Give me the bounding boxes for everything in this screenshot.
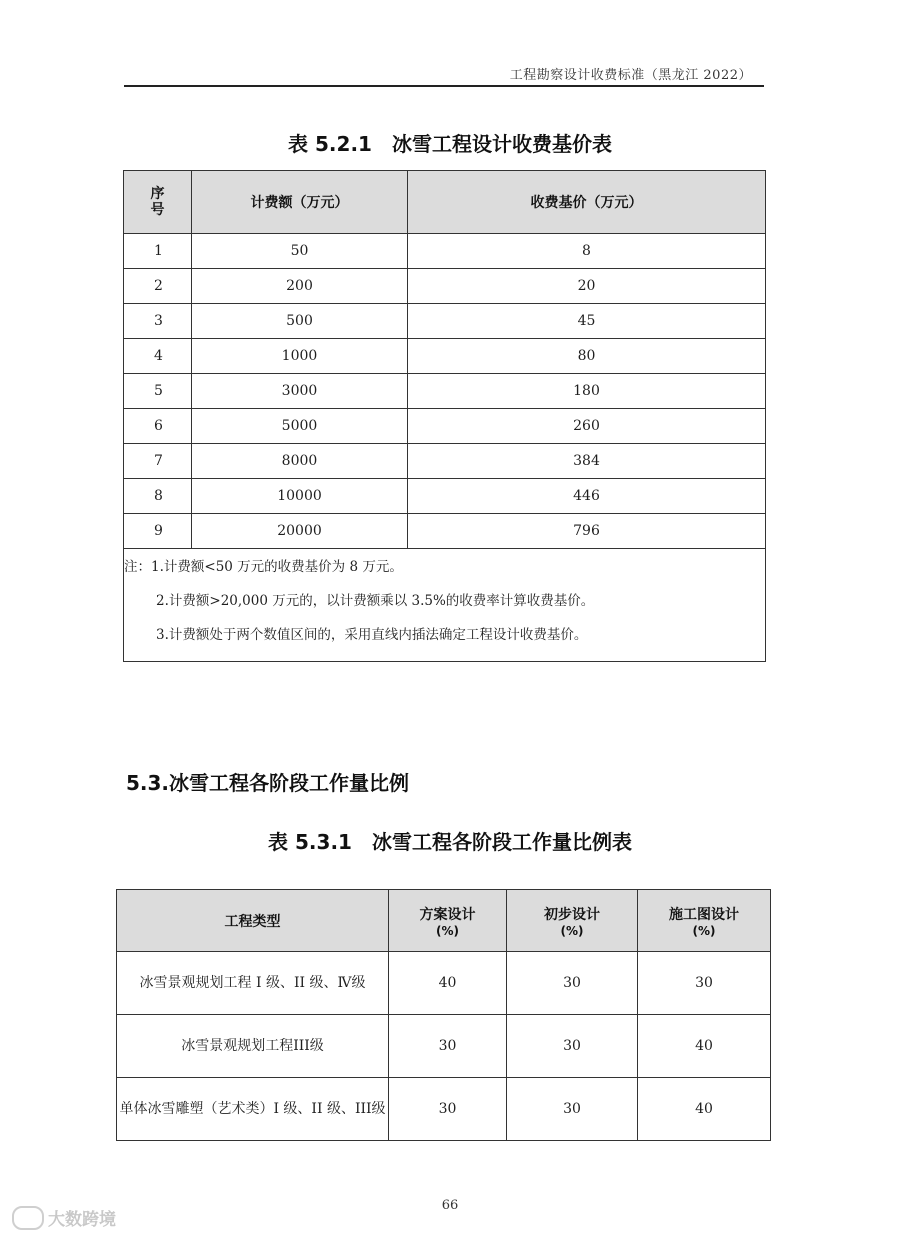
col-header-base-price: 收费基价（万元） — [408, 171, 766, 234]
cell-fee-amount: 20000 — [192, 514, 408, 549]
col-header-unit: (%) — [436, 923, 459, 938]
table1-caption: 表 5.2.1 冰雪工程设计收费基价表 — [288, 132, 612, 156]
table-header-row — [117, 890, 771, 952]
cell-construction-drawing: 30 — [638, 952, 771, 1015]
section-heading: 5.3.冰雪工程各阶段工作量比例 — [126, 771, 410, 795]
table-row — [124, 269, 766, 304]
col-header-preliminary-design — [507, 890, 638, 952]
table-row — [124, 479, 766, 514]
watermark-logo-icon — [12, 1206, 44, 1230]
col-header-label: 方案设计 — [419, 906, 476, 923]
col-header-label: 初步设计 — [544, 906, 600, 923]
table2-caption: 表 5.3.1 冰雪工程各阶段工作量比例表 — [268, 830, 632, 854]
table-row — [124, 339, 766, 374]
col-header-construction-drawing — [638, 890, 771, 952]
running-header: 工程勘察设计收费标准（黑龙江 2022） — [509, 68, 752, 83]
cell-base-price: 180 — [408, 374, 766, 409]
fee-base-table — [123, 170, 766, 662]
cell-fee-amount: 10000 — [192, 479, 408, 514]
table-row — [124, 444, 766, 479]
cell-fee-amount: 50 — [192, 234, 408, 269]
stage-ratio-table — [116, 889, 771, 1141]
cell-project-type: 单体冰雪雕塑（艺术类）I 级、II 级、III级 — [117, 1078, 389, 1141]
table-row — [124, 234, 766, 269]
table-row — [124, 409, 766, 444]
cell-scheme-design: 30 — [389, 1015, 507, 1078]
watermark — [12, 1205, 116, 1230]
cell-base-price: 8 — [408, 234, 766, 269]
cell-base-price: 796 — [408, 514, 766, 549]
table-row — [124, 514, 766, 549]
cell-base-price: 446 — [408, 479, 766, 514]
cell-project-type: 冰雪景观规划工程 I 级、II 级、Ⅳ级 — [117, 952, 389, 1015]
note-2: 2.计费额>20,000 万元的，以计费额乘以 3.5%的收费率计算收费基价。 — [156, 593, 595, 609]
cell-preliminary-design: 30 — [507, 952, 638, 1015]
cell-fee-amount: 3000 — [192, 374, 408, 409]
col-header-label: 工程类型 — [224, 913, 281, 930]
cell-base-price: 20 — [408, 269, 766, 304]
cell-seq: 9 — [124, 514, 192, 549]
col-header-label: 施工图设计 — [669, 906, 739, 923]
cell-seq: 1 — [124, 234, 192, 269]
header-rule — [124, 85, 764, 87]
table-row — [117, 1015, 771, 1078]
col-header-scheme-design — [389, 890, 507, 952]
col-header-unit: (%) — [560, 923, 584, 938]
cell-seq: 5 — [124, 374, 192, 409]
cell-scheme-design: 40 — [389, 952, 507, 1015]
note-3: 3.计费额处于两个数值区间的，采用直线内插法确定工程设计收费基价。 — [156, 627, 588, 643]
cell-base-price: 80 — [408, 339, 766, 374]
col-header-fee-amount: 计费额（万元） — [192, 171, 408, 234]
cell-fee-amount: 500 — [192, 304, 408, 339]
table-row — [117, 952, 771, 1015]
cell-seq: 3 — [124, 304, 192, 339]
cell-seq: 2 — [124, 269, 192, 304]
cell-seq: 7 — [124, 444, 192, 479]
table-notes — [124, 549, 766, 662]
col-header-seq: 序号 — [124, 171, 192, 234]
cell-base-price: 260 — [408, 409, 766, 444]
cell-seq: 8 — [124, 479, 192, 514]
cell-construction-drawing: 40 — [638, 1078, 771, 1141]
col-header-unit: (%) — [692, 923, 716, 938]
cell-seq: 4 — [124, 339, 192, 374]
note-1: 注：1.计费额<50 万元的收费基价为 8 万元。 — [124, 559, 403, 575]
cell-preliminary-design: 30 — [507, 1078, 638, 1141]
cell-seq: 6 — [124, 409, 192, 444]
cell-scheme-design: 30 — [389, 1078, 507, 1141]
table-row — [124, 374, 766, 409]
table-row — [124, 304, 766, 339]
cell-preliminary-design: 30 — [507, 1015, 638, 1078]
cell-construction-drawing: 40 — [638, 1015, 771, 1078]
cell-project-type: 冰雪景观规划工程III级 — [117, 1015, 389, 1078]
table-row — [117, 1078, 771, 1141]
cell-fee-amount: 1000 — [192, 339, 408, 374]
table-header-row — [124, 171, 766, 234]
cell-fee-amount: 200 — [192, 269, 408, 304]
table-notes-row — [124, 549, 766, 662]
cell-base-price: 45 — [408, 304, 766, 339]
cell-base-price: 384 — [408, 444, 766, 479]
cell-fee-amount: 8000 — [192, 444, 408, 479]
col-header-project-type — [117, 890, 389, 952]
cell-fee-amount: 5000 — [192, 409, 408, 444]
watermark-text: 大数跨境 — [48, 1210, 116, 1230]
page-number: 66 — [441, 1198, 459, 1213]
